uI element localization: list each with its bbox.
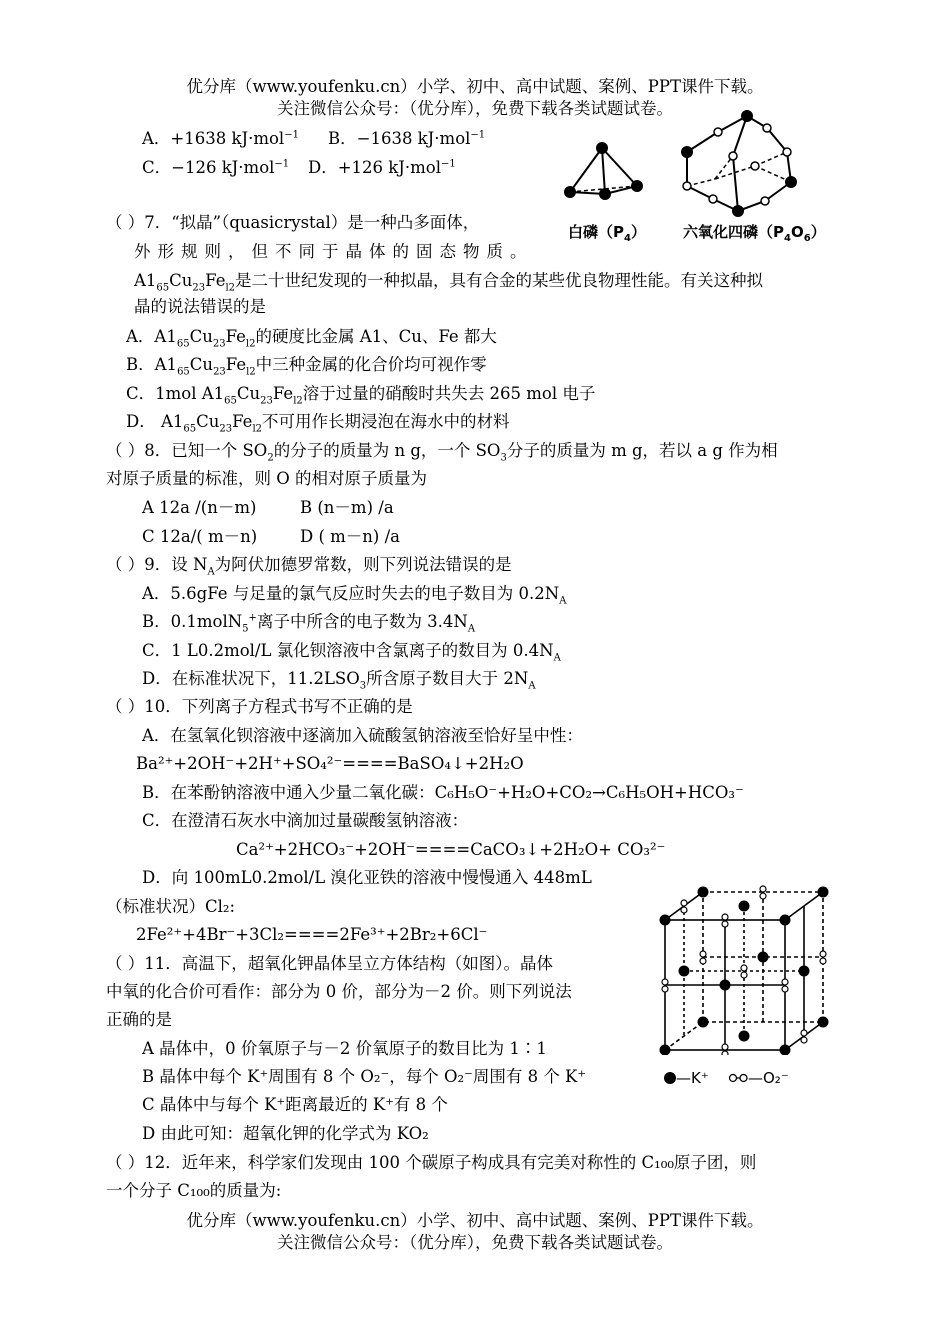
q7-option-b: B．$A1_{65}Cu_{23}Fe_{l2}$中三种金属的化合价均可视作零 (126, 355, 487, 378)
q9-stem: （ ）9．设 $N_A$为阿伏加德罗常数，则下列说法错误的是 (106, 555, 512, 578)
q7-stem-line-3: $A1_{65}Cu_{23}Fe_{l2}$是二十世纪发现的一种拟晶，具有合金的某些优良物理性能。有关这种拟 (134, 271, 764, 294)
legend-k-label: —K⁺ (676, 1069, 709, 1087)
q11-option-b: B 晶体中每个 K⁺周围有 8 个 O₂⁻，每个 O₂⁻周围有 8 个 K⁺ (142, 1067, 587, 1086)
q10-option-d: D．向 100mL0.2mol/L 溴化亚铁的溶液中慢慢通入 448mL (142, 868, 592, 887)
header-line-1: 优分库（www.youfenku.cn）小学、初中、高中试题、案例、PPT课件下载。 (186, 77, 764, 96)
q7-option-a: A．$A1_{65}Cu_{23}Fe_{l2}$的硬度比金属 A1、Cu、Fe 都大 (126, 327, 497, 350)
legend-o2-label: —O₂⁻ (748, 1069, 789, 1087)
q8-option-c: C 12a/( m－n) (142, 527, 258, 546)
q9-option-c: C．1 L0.2mol/L 氯化钡溶液中含氯离子的数目为 $0.4N_A$ (142, 641, 561, 664)
q11-stem-line-1: （ ）11．高温下，超氧化钾晶体呈立方体结构（如图）。晶体 (106, 954, 553, 973)
q10-equation-a: Ba²⁺+2OH⁻+2H⁺+SO₄²⁻====BaSO₄↓+2H₂O (136, 754, 524, 773)
q10-equation-c: Ca²⁺+2HCO₃⁻+2OH⁻====CaCO₃↓+2H₂O+ CO₃²⁻ (236, 840, 666, 859)
q7-option-c: C．1mol $A1_{65}Cu_{23}Fe_{l2}$溶于过量的硝酸时共失去 265 mol 电子 (126, 384, 596, 407)
p4o6-cage (687, 116, 791, 211)
q6-option-a: A．+1638 kJ·mol$^{-1}$ (142, 129, 299, 148)
q10-equation-d: 2Fe²⁺+4Br⁻+3Cl₂====2Fe³⁺+2Br₂+6Cl⁻ (136, 925, 488, 944)
q9-option-a: A．5.6gFe 与足量的氯气反应时失去的电子数目为 $0.2N_A$ (142, 584, 567, 607)
q11-stem-line-3: 正确的是 (106, 1010, 172, 1029)
q10-option-d-cont: （标准状况）Cl₂: (106, 897, 236, 916)
q10-stem: （ ）10．下列离子方程式书写不正确的是 (106, 697, 413, 716)
q11-option-a: A 晶体中，0 价氧原子与－2 价氧原子的数目比为 1∶1 (142, 1039, 547, 1058)
q8-option-d: D ( m－n) /a (300, 527, 401, 546)
footer-line-2: 关注微信公众号：（优分库），免费下载各类试题试卷。 (277, 1233, 673, 1252)
white-phosphorus-tetrahedron (570, 148, 637, 194)
q7-option-d: D． $A1_{65}Cu_{23}Fe_{l2}$不可用作长期浸泡在海水中的材料 (126, 412, 510, 435)
q6-option-c: C．−126 kJ·mol$^{-1}$ (142, 158, 290, 177)
q8-option-a: A 12a /(n－m) (142, 498, 257, 517)
q8-stem-line-2: 对原子质量的标准，则 O 的相对原子质量为 (106, 469, 428, 488)
ko2-crystal-figure (655, 880, 840, 1055)
q9-option-b: B．0.1molN$_5$+离子中所含的电子数为 $3.4N_A$ (142, 612, 476, 635)
q11-option-d: D 由此可知：超氧化钾的化学式为 KO₂ (142, 1124, 429, 1143)
q7-stem-line-1: （ ）7．“拟晶”（quasicrystal）是一种凸多面体， (106, 213, 480, 232)
q7-stem-line-4: 晶的说法错误的是 (134, 297, 266, 316)
q11-option-c: C 晶体中与每个 K⁺距离最近的 K⁺有 8 个 (142, 1095, 448, 1114)
q9-option-d: D．在标准状况下，$11.2LSO_3$所含原子数目大于 $2N_A$ (142, 669, 536, 692)
q10-option-c: C．在澄清石灰水中滴加过量碳酸氢钠溶液： (142, 811, 469, 830)
q8-stem-line-1: （ ）8．已知一个 $SO_2$的分子的质量为 n g，一个 $SO_3$分子的质量为 m g，若以 a g 作为相 (106, 441, 778, 464)
q7-stem-line-2: 外形规则，但不同于晶体的固态物质。 (134, 242, 534, 261)
q10-option-b: B．在苯酚钠溶液中通入少量二氧化碳：C₆H₅O⁻+H₂O+CO₂→C₆H₅OH+HCO₃⁻ (142, 783, 744, 802)
footer-line-1: 优分库（www.youfenku.cn）小学、初中、高中试题、案例、PPT课件下载。 (186, 1211, 764, 1230)
q12-stem-line-1: （ ）12．近年来，科学家们发现由 100 个碳原子构成具有完美对称性的 C₁₀₀原子团，则 (106, 1153, 757, 1172)
q8-option-b: B (n－m) /a (300, 498, 394, 517)
q11-stem-line-2: 中氧的化合价可看作：部分为 0 价，部分为－2 价。则下列说法 (106, 982, 572, 1001)
white-phosphorus-label: 白磷$(P_4)$ (568, 223, 646, 244)
q6-option-d: D．+126 kJ·mol$^{-1}$ (308, 158, 456, 177)
p4o6-label: 六氧化四磷$(P_4O_6)$ (683, 223, 826, 244)
q6-option-b: B．−1638 kJ·mol$^{-1}$ (328, 129, 486, 148)
q12-stem-line-2: 一个分子 C₁₀₀的质量为: (106, 1181, 282, 1200)
header-line-2: 关注微信公众号：（优分库），免费下载各类试题试卷。 (277, 99, 673, 118)
q10-option-a: A．在氢氧化钡溶液中逐滴加入硫酸氢钠溶液至恰好呈中性： (142, 726, 583, 745)
